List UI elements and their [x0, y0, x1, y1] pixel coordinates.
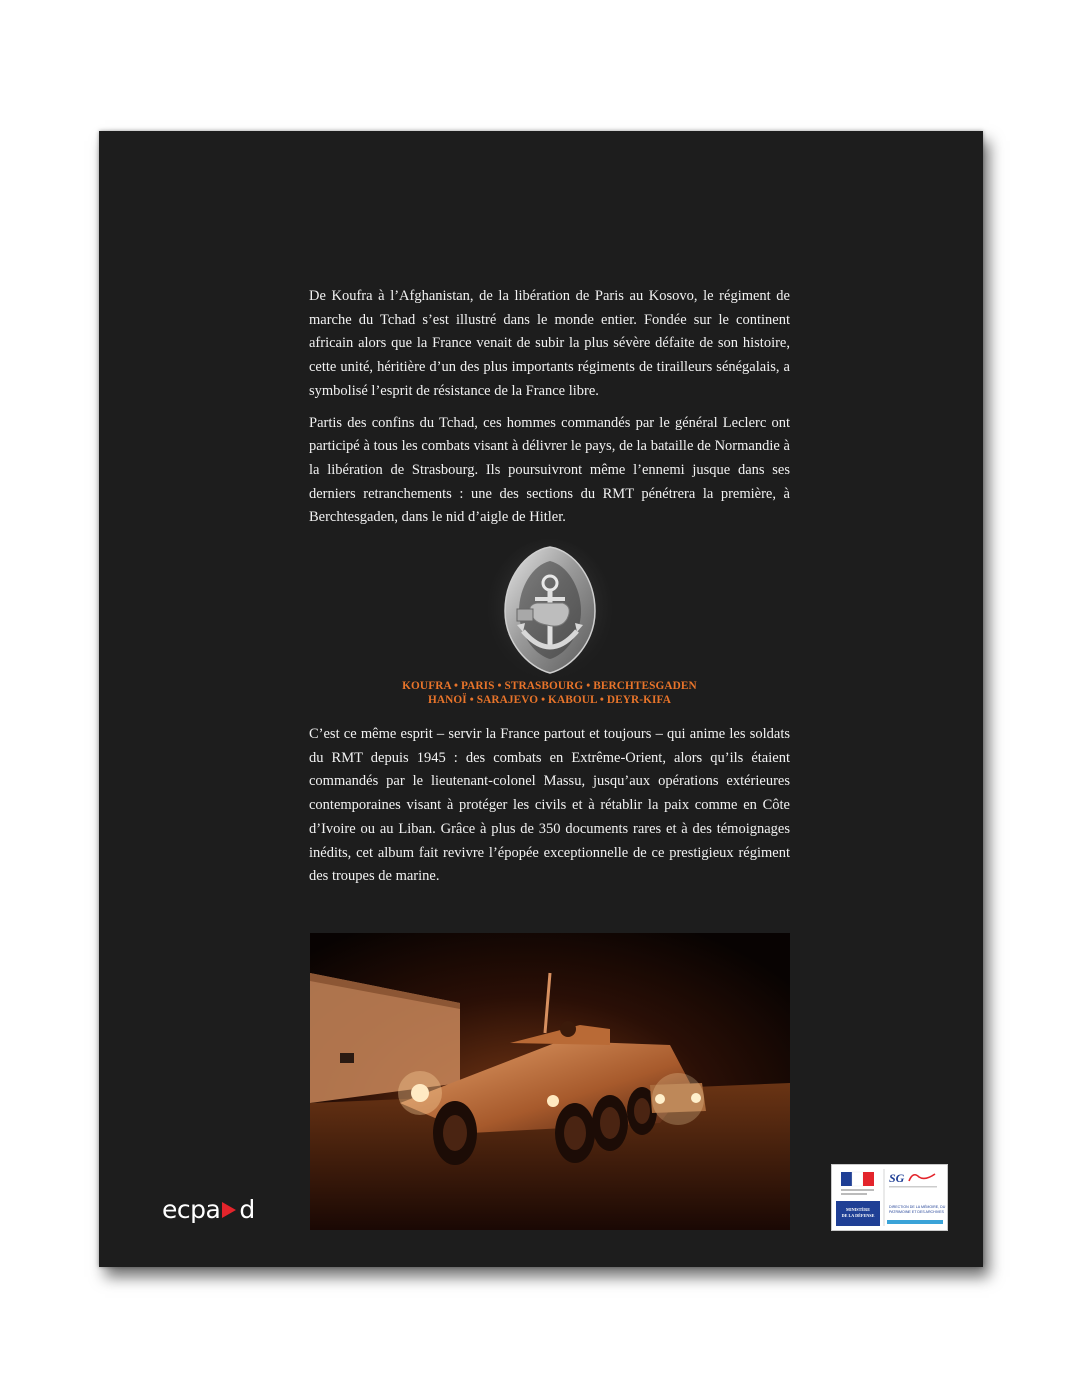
places-line-1: KOUFRA • PARIS • STRASBOURG • BERCHTESGADEN [402, 680, 697, 692]
svg-text:SG: SG [889, 1171, 905, 1185]
ministry-logo [831, 1164, 948, 1231]
svg-text:MINISTÈRE: MINISTÈRE [846, 1207, 870, 1212]
back-cover [99, 131, 983, 1267]
svg-text:DE LA DÉFENSE: DE LA DÉFENSE [841, 1213, 875, 1218]
play-triangle-icon [222, 1202, 236, 1218]
outro-text [309, 723, 790, 897]
intro-text [309, 285, 790, 538]
paragraph-2: Partis des confins du Tchad, ces hommes commandés par le général Leclerc ont participé à tous les combats visant à délivrer le pays, de la bataille de Normandie à la libération de Strasbourg. Ils poursuivront même l’ennemi jusque dans ses derniers retranchements : une des sections du RMT pénétrera la première, à Berchtesgaden, dans le nid d’aigle de Hitler. [309, 414, 790, 526]
logo-text-left: ecpa [162, 1194, 221, 1224]
logo-text-right: d [239, 1194, 255, 1224]
svg-text:PATRIMOINE ET DES ARCHIVES: PATRIMOINE ET DES ARCHIVES [889, 1210, 944, 1214]
places-list [309, 680, 790, 707]
places-line-2: HANOÏ • SARAJEVO • KABOUL • DEYR-KIFA [428, 693, 671, 706]
svg-text:DIRECTION DE LA MÉMOIRE, DU: DIRECTION DE LA MÉMOIRE, DU [889, 1205, 946, 1209]
publisher-logo [162, 1191, 255, 1227]
paragraph-3: C’est ce même esprit – servir la France partout et toujours – qui anime les soldats du RMT depuis 1945 : des combats en Extrême-Orient, alors qu’ils étaient commandés par le lieutenant-colonel Massu, jusqu’aux opérations extérieures contemporaines visant à protéger les civils et à rétablir la paix comme en Côte d’Ivoire ou au Liban. Grâce à plus de 350 documents rares et à des témoignages inédits, cet album fait revivre l’épopée exceptionnelle de ce prestigieux régiment des troupes de marine. [309, 726, 790, 885]
regiment-insignia-icon [487, 539, 613, 681]
cover-photo [310, 933, 790, 1230]
paragraph-1: De Koufra à l’Afghanistan, de la libération de Paris au Kosovo, le régiment de marche du Tchad s’est illustré dans le monde entier. Fondée sur le continent africain alors que la France venait de subir la plus sévère défaite de son histoire, cette unité, héritière d’un des plus importants régiments de tirailleurs sénégalais, a symbolisé l’esprit de résistance de la France libre. [309, 288, 790, 399]
